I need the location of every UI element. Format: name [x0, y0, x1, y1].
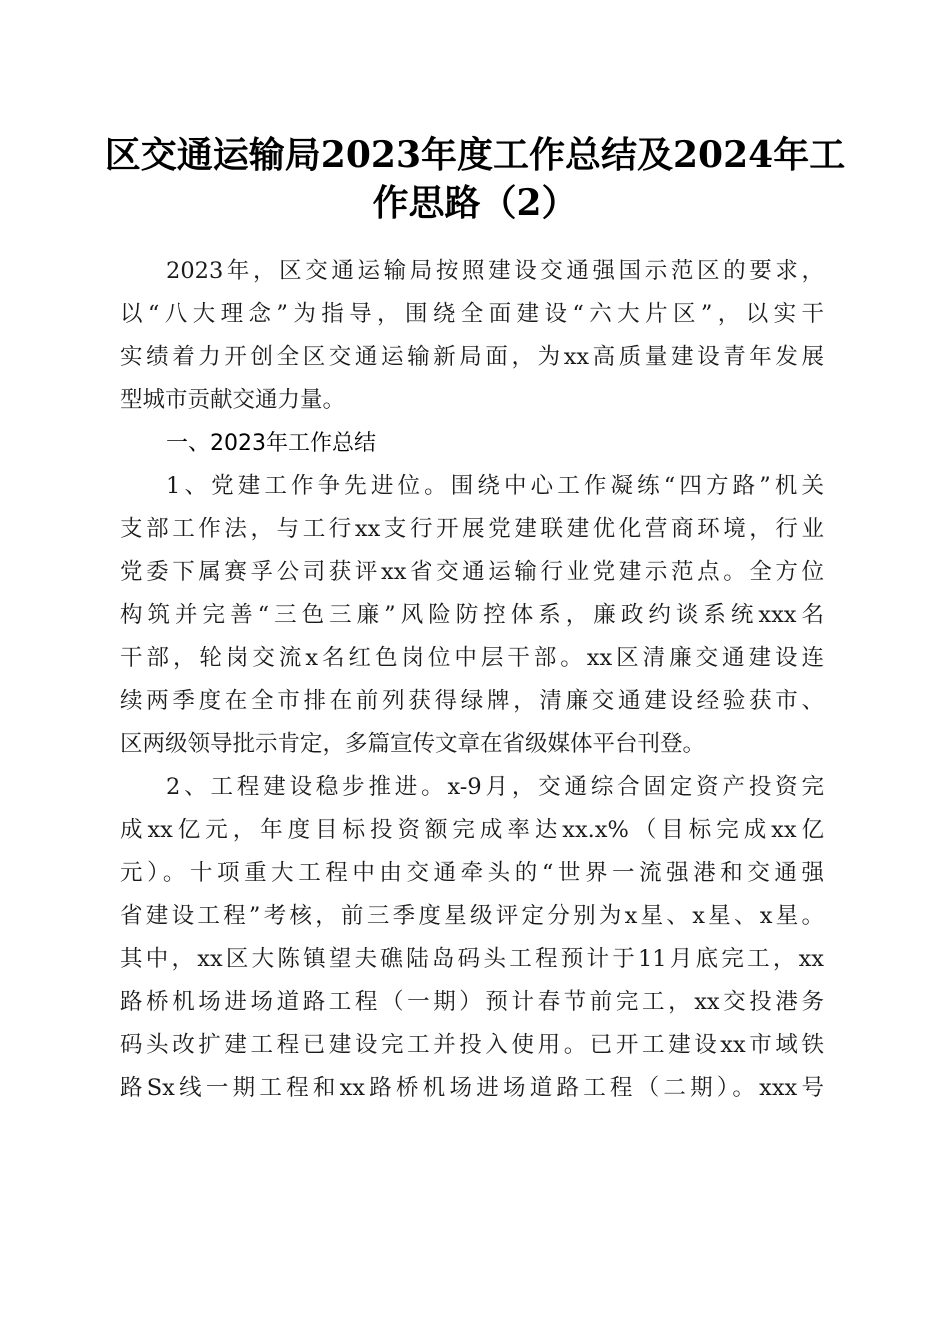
paragraph-line: 路Sx线一期工程和xx路桥机场进场道路工程（二期）。xxx号: [120, 1075, 824, 1101]
paragraph-line: 成xx亿元，年度目标投资额完成率达xx.x%（目标完成xx亿: [120, 817, 824, 843]
paragraph-line: 型城市贡献交通力量。: [120, 387, 346, 413]
paragraph-line: 1、党建工作争先进位。围绕中心工作凝练“四方路”机关: [166, 473, 824, 499]
document-title: [100, 131, 850, 227]
paragraph-line: 2、工程建设稳步推进。x-9月，交通综合固定资产投资完: [166, 774, 824, 800]
paragraph-line: 干部，轮岗交流x名红色岗位中层干部。xx区清廉交通建设连: [120, 645, 824, 671]
paragraph-engineering: [120, 766, 824, 1110]
paragraph-line: 党委下属赛孚公司获评xx省交通运输行业党建示范点。全方位: [120, 559, 824, 585]
paragraph-line: 以“八大理念”为指导，围绕全面建设“六大片区”，以实干: [120, 301, 824, 327]
paragraph-line: 码头改扩建工程已建设完工并投入使用。已开工建设xx市域铁: [120, 1032, 824, 1058]
document-body: [120, 250, 824, 1110]
title-line-1: 区交通运输局2023年度工作总结及2024年工: [104, 134, 846, 176]
section-heading: 一、2023年工作总结: [166, 431, 376, 456]
paragraph-line: 区两级领导批示肯定，多篇宣传文章在省级媒体平台刊登。: [120, 731, 706, 757]
paragraph-line: 其中，xx区大陈镇望夫礁陆岛码头工程预计于11月底完工，xx: [120, 946, 824, 972]
intro-paragraph: [120, 250, 824, 422]
paragraph-line: 省建设工程”考核，前三季度星级评定分别为x星、x星、x星。: [120, 903, 824, 929]
paragraph-line: 元）。十项重大工程中由交通牵头的“世界一流强港和交通强: [120, 860, 824, 886]
paragraph-line: 2023年，区交通运输局按照建设交通强国示范区的要求，: [166, 258, 824, 284]
paragraph-line: 支部工作法，与工行xx支行开展党建联建优化营商环境，行业: [120, 516, 824, 542]
paragraph-line: 续两季度在全市排在前列获得绿牌，清廉交通建设经验获市、: [120, 688, 824, 714]
paragraph-party-building: [120, 465, 824, 766]
paragraph-line: 路桥机场进场道路工程（一期）预计春节前完工，xx交投港务: [120, 989, 824, 1015]
paragraph-line: 构筑并完善“三色三廉”风险防控体系，廉政约谈系统xxx名: [120, 602, 824, 628]
title-line-2: 作思路（2）: [372, 182, 578, 224]
paragraph-line: 实绩着力开创全区交通运输新局面，为xx高质量建设青年发展: [120, 344, 824, 370]
